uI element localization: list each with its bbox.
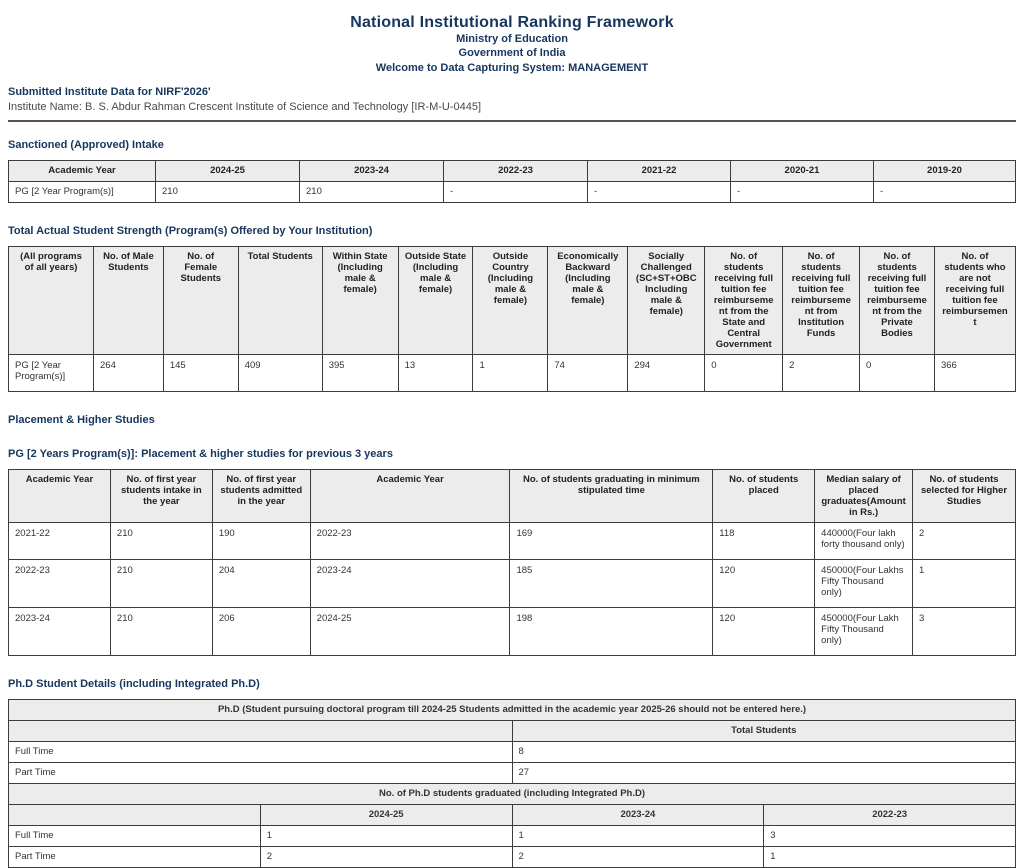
table-cell: - xyxy=(444,181,588,202)
table-cell: 210 xyxy=(156,181,300,202)
column-header: No. of students selected for Higher Studies xyxy=(913,469,1016,522)
table-cell: 2024-25 xyxy=(310,607,510,655)
column-header: 2023-24 xyxy=(512,804,764,825)
column-header: 2019-20 xyxy=(873,160,1015,181)
column-header: 2022-23 xyxy=(444,160,588,181)
sanctioned-intake-heading: Sanctioned (Approved) Intake xyxy=(8,138,164,151)
table-cell: 2021-22 xyxy=(9,522,111,559)
table-cell: PG [2 Year Program(s)] xyxy=(9,354,94,391)
column-header: No. of students graduating in minimum stipulated time xyxy=(510,469,713,522)
table-cell: 450000(Four Lakh Fifty Thousand only) xyxy=(815,607,913,655)
column-header: (All programs of all years) xyxy=(9,246,94,354)
table-cell: 2022-23 xyxy=(310,522,510,559)
column-header: No. of students receiving full tuition fee reimbursement from the Private Bodies xyxy=(860,246,935,354)
table-row xyxy=(9,741,1016,762)
column-header: No. of Female Students xyxy=(163,246,238,354)
column-header: No. of students who are not receiving full tuition fee reimbursement xyxy=(934,246,1015,354)
column-header: 2024-25 xyxy=(260,804,512,825)
table-cell: Part Time xyxy=(9,762,513,783)
empty-cell xyxy=(9,804,261,825)
table-cell: 366 xyxy=(934,354,1015,391)
table-header-row xyxy=(9,160,1016,181)
table-cell: 74 xyxy=(548,354,628,391)
table-cell: 1 xyxy=(512,825,764,846)
table-cell: 450000(Four Lakhs Fifty Thousand only) xyxy=(815,559,913,607)
table-cell: - xyxy=(588,181,731,202)
phd-graduated-years-row xyxy=(9,804,1016,825)
table-cell: 169 xyxy=(510,522,713,559)
table-cell: 185 xyxy=(510,559,713,607)
table-header-row xyxy=(9,469,1016,522)
welcome-subtitle: Welcome to Data Capturing System: MANAGEMENT xyxy=(375,61,649,74)
table-cell: 2023-24 xyxy=(9,607,111,655)
column-header: Academic Year xyxy=(9,160,156,181)
table-cell: 210 xyxy=(110,559,212,607)
column-header: No. of first year students intake in the year xyxy=(110,469,212,522)
table-cell: 1 xyxy=(764,846,1016,867)
column-header: No. of students placed xyxy=(713,469,815,522)
table-cell: 440000(Four lakh forty thousand only) xyxy=(815,522,913,559)
column-header: Outside State (Including male & female) xyxy=(398,246,473,354)
table-cell: 120 xyxy=(713,607,815,655)
table-cell: 1 xyxy=(260,825,512,846)
table-cell: 409 xyxy=(238,354,322,391)
column-header: No. of students receiving full tuition fee reimbursement from the State and Central Government xyxy=(705,246,783,354)
column-header: Outside Country (Including male & female) xyxy=(473,246,548,354)
phd-note-row xyxy=(9,699,1016,720)
table-cell: 210 xyxy=(300,181,444,202)
table-cell: - xyxy=(873,181,1015,202)
column-header: No. of Male Students xyxy=(94,246,164,354)
table-cell: 2022-23 xyxy=(9,559,111,607)
column-header: Total Students xyxy=(238,246,322,354)
table-cell: Full Time xyxy=(9,825,261,846)
phd-graduated-heading: No. of Ph.D students graduated (including Integrated Ph.D) xyxy=(9,783,1016,804)
table-row xyxy=(9,762,1016,783)
column-header: Socially Challenged (SC+ST+OBC Including male & female) xyxy=(628,246,705,354)
table-row xyxy=(9,825,1016,846)
table-cell: 2023-24 xyxy=(310,559,510,607)
table-cell: 2 xyxy=(512,846,764,867)
column-header: Economically Backward (Including male & female) xyxy=(548,246,628,354)
student-strength-heading: Total Actual Student Strength (Program(s) Offered by Your Institution) xyxy=(8,224,373,237)
table-cell: Full Time xyxy=(9,741,513,762)
table-cell: 13 xyxy=(398,354,473,391)
submitted-data-label: Submitted Institute Data for NIRF'2026' xyxy=(8,85,211,98)
table-cell: 0 xyxy=(860,354,935,391)
column-header: 2024-25 xyxy=(156,160,300,181)
table-cell: 2 xyxy=(260,846,512,867)
table-cell: 190 xyxy=(212,522,310,559)
table-row xyxy=(9,522,1016,559)
government-subtitle: Government of India xyxy=(458,47,566,60)
table-cell: 204 xyxy=(212,559,310,607)
page-header xyxy=(8,14,1016,75)
table-cell: 210 xyxy=(110,522,212,559)
total-students-header: Total Students xyxy=(512,720,1016,741)
table-cell: Part Time xyxy=(9,846,261,867)
table-cell: 264 xyxy=(94,354,164,391)
phd-heading: Ph.D Student Details (including Integrated Ph.D) xyxy=(8,677,260,690)
column-header: 2022-23 xyxy=(764,804,1016,825)
table-cell: 3 xyxy=(764,825,1016,846)
phd-note: Ph.D (Student pursuing doctoral program till 2024-25 Students admitted in the academic year 2025-26 should not be entered here.) xyxy=(9,699,1016,720)
student-strength-table xyxy=(8,246,1016,392)
column-header: 2020-21 xyxy=(731,160,874,181)
nirf-title: National Institutional Ranking Framework xyxy=(350,14,674,31)
phd-table xyxy=(8,699,1016,868)
column-header: No. of students receiving full tuition fee reimbursement from Institution Funds xyxy=(783,246,860,354)
phd-graduated-heading-row xyxy=(9,783,1016,804)
placement-heading: Placement & Higher Studies xyxy=(8,413,155,426)
table-cell: 206 xyxy=(212,607,310,655)
table-row xyxy=(9,354,1016,391)
table-row xyxy=(9,607,1016,655)
table-cell: 120 xyxy=(713,559,815,607)
table-cell: 2 xyxy=(783,354,860,391)
placement-subheading: PG [2 Years Program(s)]: Placement & higher studies for previous 3 years xyxy=(8,447,393,460)
column-header: Academic Year xyxy=(310,469,510,522)
ministry-subtitle: Ministry of Education xyxy=(456,33,568,45)
table-cell: 294 xyxy=(628,354,705,391)
sanctioned-intake-table xyxy=(8,160,1016,203)
table-cell: 145 xyxy=(163,354,238,391)
column-header: Within State (Including male & female) xyxy=(322,246,398,354)
table-cell: 27 xyxy=(512,762,1016,783)
column-header: 2023-24 xyxy=(300,160,444,181)
table-cell: 198 xyxy=(510,607,713,655)
table-cell: 3 xyxy=(913,607,1016,655)
table-cell: 395 xyxy=(322,354,398,391)
table-cell: 118 xyxy=(713,522,815,559)
table-cell: 2 xyxy=(913,522,1016,559)
column-header: Academic Year xyxy=(9,469,111,522)
column-header: No. of first year students admitted in the year xyxy=(212,469,310,522)
column-header: 2021-22 xyxy=(588,160,731,181)
header-divider xyxy=(8,120,1016,122)
institute-name: Institute Name: B. S. Abdur Rahman Crescent Institute of Science and Technology [IR-M-U-0445] xyxy=(8,100,482,113)
placement-table xyxy=(8,469,1016,656)
table-cell: 1 xyxy=(473,354,548,391)
column-header: Median salary of placed graduates(Amount in Rs.) xyxy=(815,469,913,522)
table-cell: 1 xyxy=(913,559,1016,607)
table-cell: 0 xyxy=(705,354,783,391)
table-cell: 210 xyxy=(110,607,212,655)
table-header-row xyxy=(9,246,1016,354)
table-row xyxy=(9,846,1016,867)
table-row xyxy=(9,559,1016,607)
table-row xyxy=(9,181,1016,202)
table-cell: 8 xyxy=(512,741,1016,762)
table-cell: PG [2 Year Program(s)] xyxy=(9,181,156,202)
table-cell: - xyxy=(731,181,874,202)
